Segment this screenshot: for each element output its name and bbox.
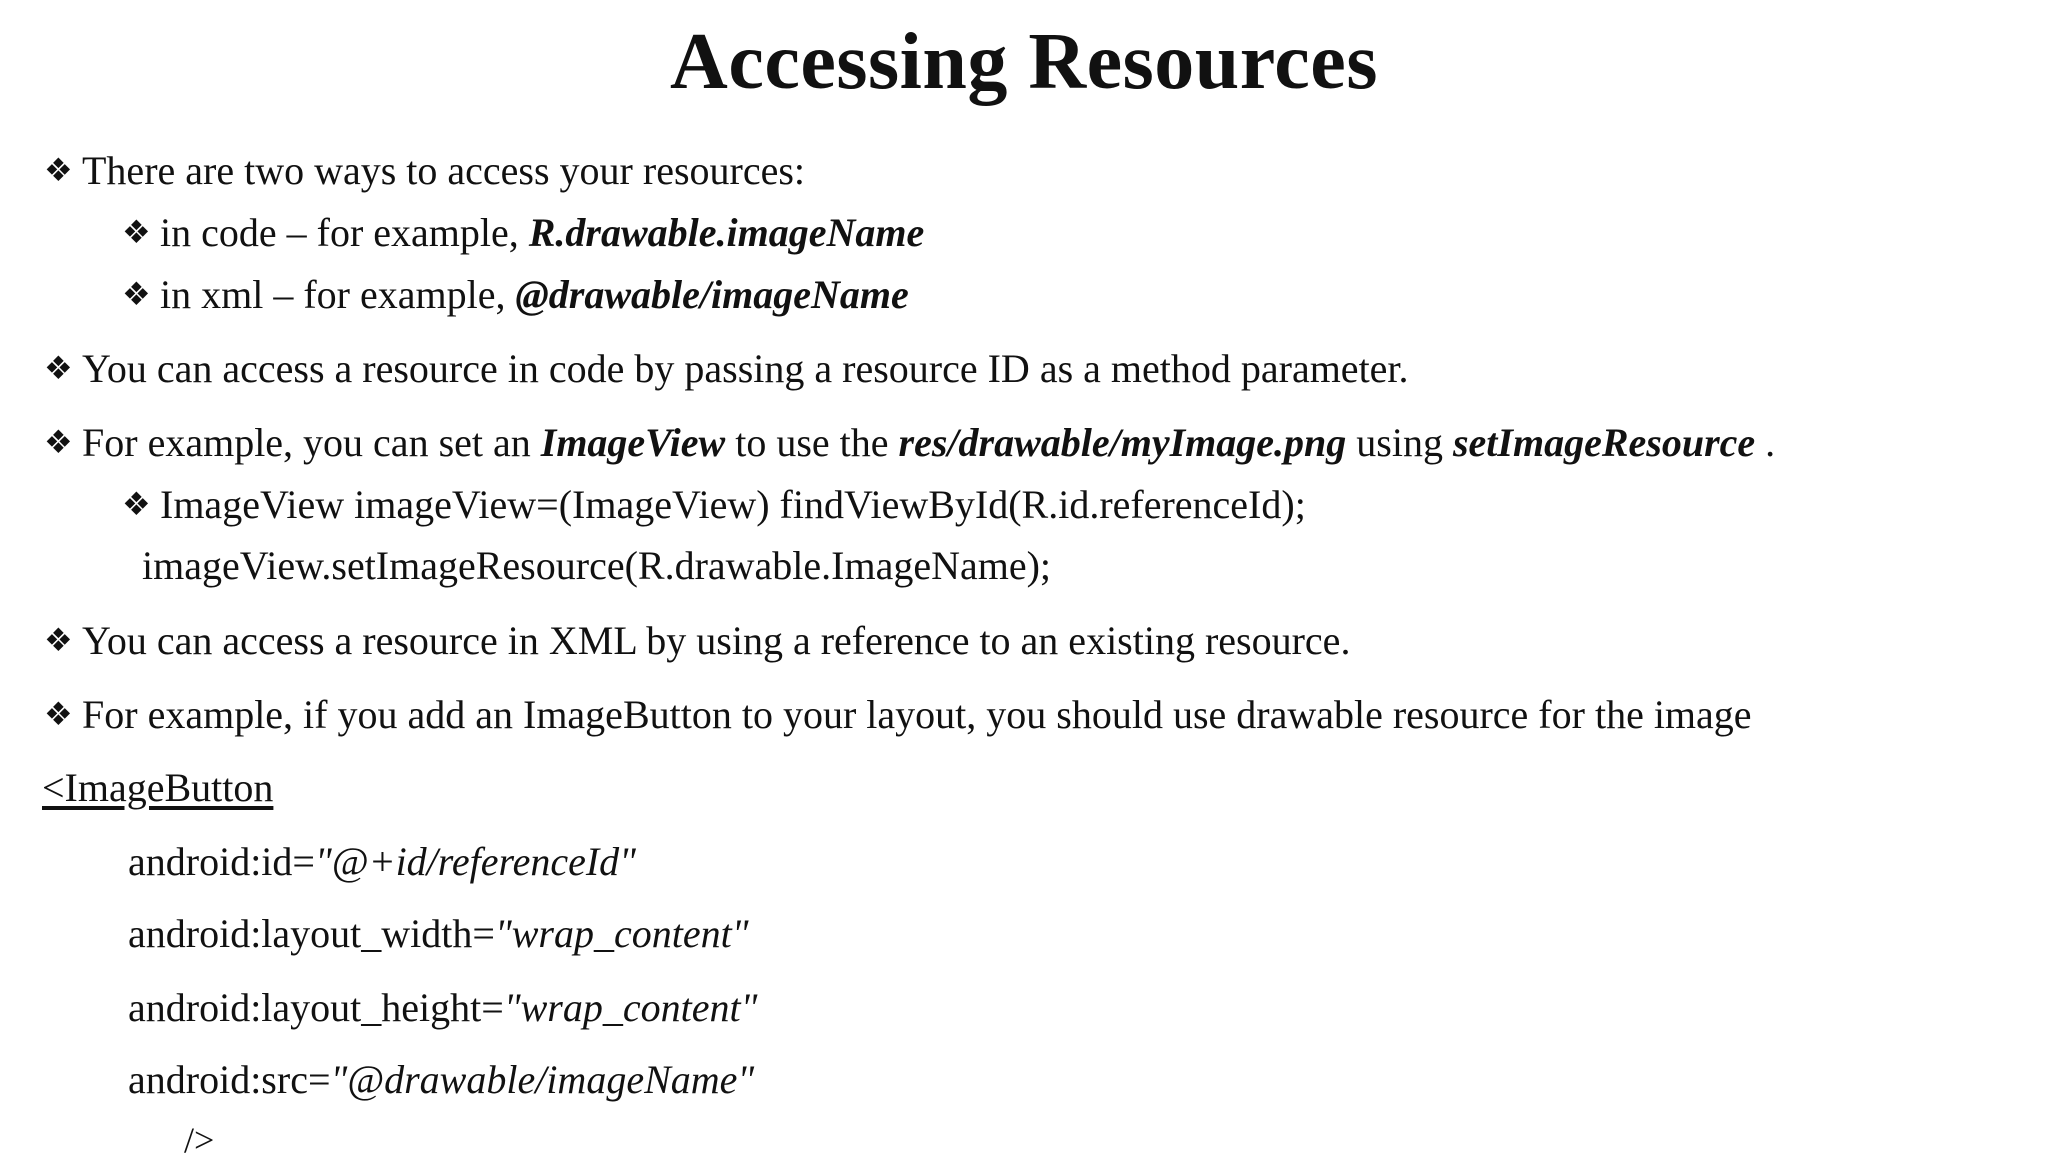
bullet-text: For example, if you add an ImageButton to your layout, you should use drawable resource for the image <box>82 692 1752 737</box>
attr-key: android:layout_height= <box>128 985 504 1030</box>
diamond-bullet-icon: ❖ <box>122 214 151 250</box>
xml-example: @drawable/imageName <box>515 272 909 317</box>
attr-key: android:src= <box>128 1057 331 1102</box>
attr-value: "@+id/referenceId" <box>314 839 636 884</box>
bullet-access-code <box>44 344 1409 393</box>
class-name: ImageView <box>540 420 726 465</box>
bullet-two-ways <box>44 146 805 195</box>
method-name: setImageResource <box>1452 420 1756 465</box>
sub-bullet-in-xml <box>122 270 909 319</box>
diamond-bullet-icon: ❖ <box>44 152 73 188</box>
xml-attr-id <box>128 838 636 886</box>
bullet-text: in xml – for example, <box>160 272 516 317</box>
diamond-bullet-icon: ❖ <box>122 486 151 522</box>
diamond-bullet-icon: ❖ <box>44 622 73 658</box>
attr-value: "wrap_content" <box>494 911 749 956</box>
bullet-access-xml <box>44 616 1350 665</box>
bullet-text: You can access a resource in XML by using a reference to an existing resource. <box>82 618 1351 663</box>
attr-value: "@drawable/imageName" <box>330 1057 755 1102</box>
xml-close-tag: /> <box>184 1120 215 1160</box>
attr-key: android:layout_width= <box>128 911 495 956</box>
bullet-text: There are two ways to access your resources: <box>82 148 806 193</box>
bullet-example-imagebutton <box>44 690 1752 739</box>
attr-key: android:id= <box>128 839 315 884</box>
xml-attr-layout-width <box>128 910 749 958</box>
diamond-bullet-icon: ❖ <box>44 696 73 732</box>
diamond-bullet-icon: ❖ <box>44 424 73 460</box>
slide-title: Accessing Resources <box>670 18 1378 106</box>
bullet-example-imageview <box>44 418 1775 467</box>
code-example: R.drawable.imageName <box>528 210 925 255</box>
code-text: ImageView imageView=(ImageView) findViewById(R.id.referenceId); <box>160 482 1306 527</box>
xml-attr-layout-height <box>128 984 757 1032</box>
diamond-bullet-icon: ❖ <box>44 350 73 386</box>
bullet-text: using <box>1346 420 1453 465</box>
xml-open-tag: <ImageButton <box>42 765 274 810</box>
diamond-bullet-icon: ❖ <box>122 276 151 312</box>
file-path: res/drawable/myImage.png <box>898 420 1347 465</box>
bullet-text: . <box>1755 420 1776 465</box>
sub-bullet-code-line-1 <box>122 480 1306 529</box>
attr-value: "wrap_content" <box>503 985 758 1030</box>
sub-bullet-in-code <box>122 208 924 257</box>
bullet-text: in code – for example, <box>160 210 529 255</box>
bullet-text: to use the <box>725 420 899 465</box>
xml-attr-src <box>128 1056 754 1104</box>
bullet-text: For example, you can set an <box>82 420 541 465</box>
bullet-text: You can access a resource in code by passing a resource ID as a method parameter. <box>82 346 1409 391</box>
code-line-2: imageView.setImageResource(R.drawable.ImageName); <box>142 543 1052 588</box>
